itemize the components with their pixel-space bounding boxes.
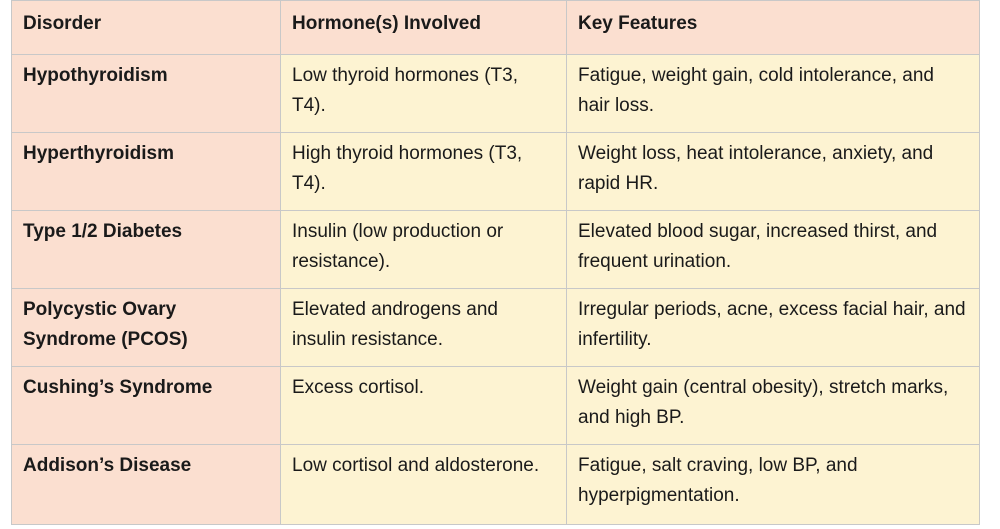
features-cell: Irregular periods, acne, excess facial hair, and infertility. xyxy=(567,289,980,367)
disorder-cell: Polycystic Ovary Syndrome (PCOS) xyxy=(12,289,281,367)
hormones-cell: Low cortisol and aldosterone. xyxy=(281,445,567,525)
hormones-cell: Excess cortisol. xyxy=(281,367,567,445)
hormone-disorders-table xyxy=(11,0,980,525)
features-cell: Elevated blood sugar, increased thirst, and frequent urination. xyxy=(567,211,980,289)
header-hormones: Hormone(s) Involved xyxy=(281,1,567,55)
table-row xyxy=(12,211,980,289)
header-key-features: Key Features xyxy=(567,1,980,55)
table-row xyxy=(12,55,980,133)
features-cell: Weight gain (central obesity), stretch marks, and high BP. xyxy=(567,367,980,445)
hormones-cell: Insulin (low production or resistance). xyxy=(281,211,567,289)
disorder-cell: Hypothyroidism xyxy=(12,55,281,133)
disorder-cell: Cushing’s Syndrome xyxy=(12,367,281,445)
hormones-cell: Elevated androgens and insulin resistance. xyxy=(281,289,567,367)
features-cell: Weight loss, heat intolerance, anxiety, and rapid HR. xyxy=(567,133,980,211)
hormones-cell: High thyroid hormones (T3, T4). xyxy=(281,133,567,211)
header-disorder: Disorder xyxy=(12,1,281,55)
table-row xyxy=(12,133,980,211)
features-cell: Fatigue, weight gain, cold intolerance, and hair loss. xyxy=(567,55,980,133)
table-row xyxy=(12,289,980,367)
table-header-row xyxy=(12,1,980,55)
disorder-cell: Addison’s Disease xyxy=(12,445,281,525)
disorder-cell: Type 1/2 Diabetes xyxy=(12,211,281,289)
table-row xyxy=(12,367,980,445)
features-cell: Fatigue, salt craving, low BP, and hyperpigmentation. xyxy=(567,445,980,525)
disorder-cell: Hyperthyroidism xyxy=(12,133,281,211)
table-row xyxy=(12,445,980,525)
hormones-cell: Low thyroid hormones (T3, T4). xyxy=(281,55,567,133)
